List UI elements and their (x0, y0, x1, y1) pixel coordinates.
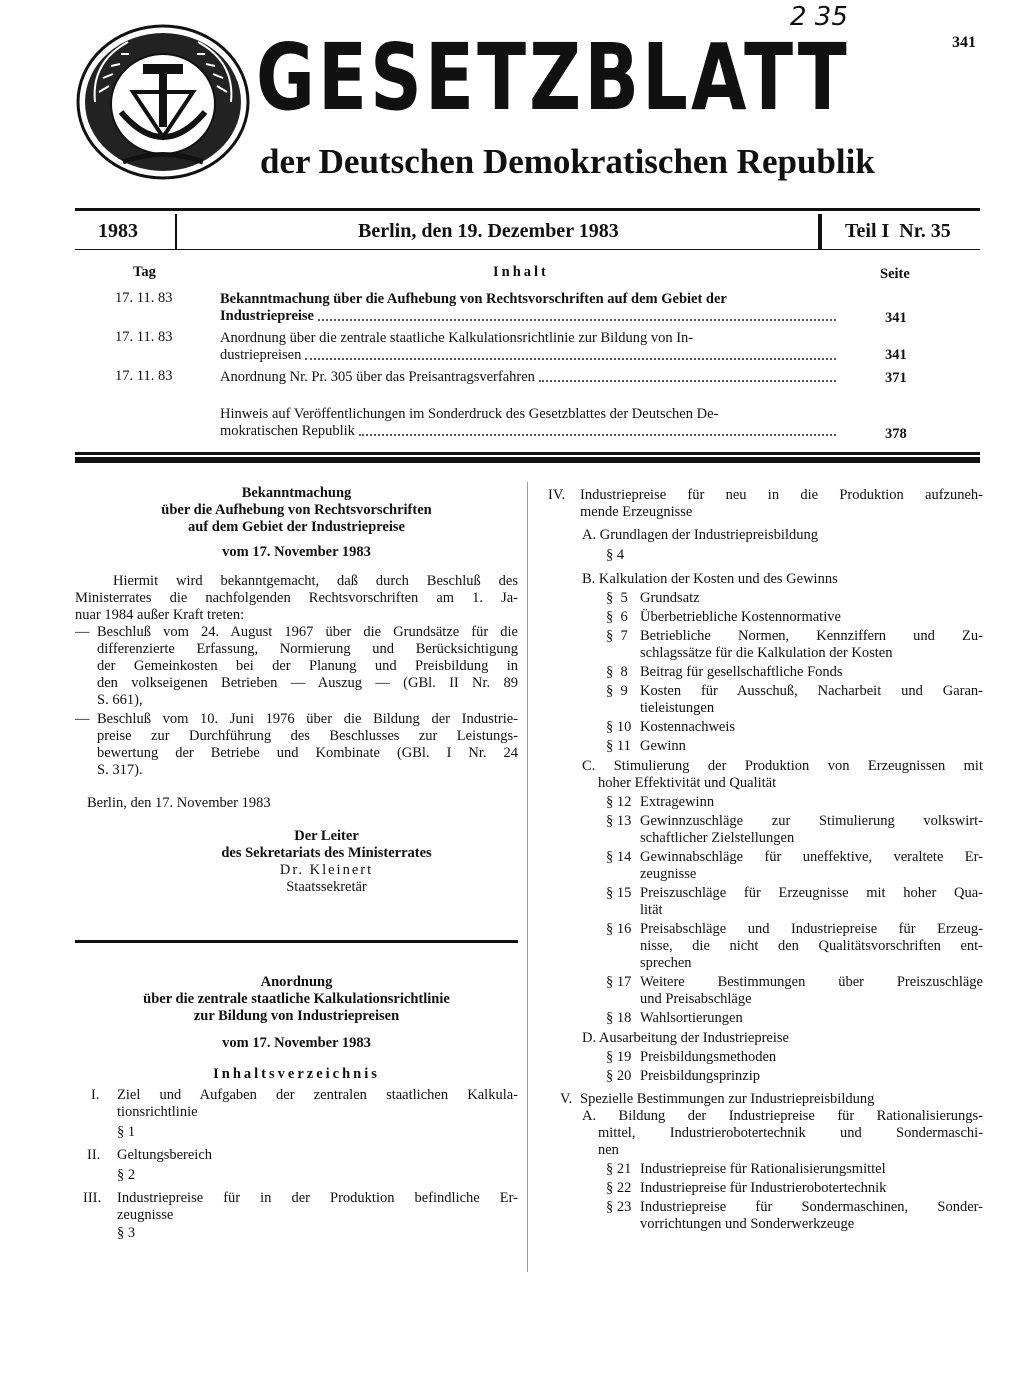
ivz-section (548, 609, 983, 626)
section-title: Preisabschläge und Industriepreise für Erzeug- (640, 921, 983, 937)
section-number: § 11 (606, 738, 631, 754)
ivz-section (548, 1180, 983, 1197)
ivz-section (548, 664, 983, 681)
section-title: Gewinnabschläge für uneffektive, veraltete Er- (640, 849, 983, 865)
section-rule (75, 457, 980, 463)
section-title: Überbetriebliche Kostennormative (640, 609, 841, 625)
ivz-section (548, 794, 983, 811)
right-column (548, 487, 983, 1233)
ivz-item: IV. Industriepreise für neu in die Produktion aufzuneh- mende Erzeugnisse (548, 487, 983, 520)
section-title: Preisbildungsprinzip (640, 1068, 761, 1084)
section-number: § 22 (606, 1180, 632, 1196)
ivz-subsection: A. Bildung der Industriepreise für Rationalisierungs- mittel, Industrierobotertechnik und Sondermaschi- nen (582, 1108, 983, 1158)
section-number: § 5 (606, 590, 628, 606)
ivz-section (548, 1068, 983, 1085)
section-title: Preiszuschläge für Erzeugnisse mit hoher Qua- (640, 885, 983, 901)
ivz-section (548, 590, 983, 607)
section-title: Industriepreise für Rationalisierungsmittel (640, 1161, 886, 1177)
column-rule (75, 940, 518, 943)
bek-intro: Hiermit wird bekanntgemacht, daß durch Beschluß des Ministerrates die nachfolgenden Rechtsvorschriften am 1. Ja- nuar 1984 außer Kraft treten: (75, 573, 518, 623)
ivz-item: III. Industriepreise für in der Produktion befindliche Er- zeugnisse § 3 (83, 1190, 518, 1241)
dateline-issue: Teil I Nr. 35 (845, 220, 951, 242)
masthead-subtitle: der Deutschen Demokratischen Republik (260, 142, 875, 181)
section-number: § 13 (606, 813, 632, 829)
section-number: § 21 (606, 1161, 632, 1177)
bek-bullet: — Beschluß vom 10. Juni 1976 über die Bildung der Industrie- preise zur Durchführung des Beschlusses zur Leistungs- bewertung der Betriebe und Kombinate (GBl. I Nr. 24 S. 317). (75, 711, 518, 778)
toc-date: 17. 11. 83 (115, 368, 173, 384)
ivz-item: V. Spezielle Bestimmungen zur Industriepreisbildung (560, 1091, 875, 1107)
ivz-section (548, 683, 983, 717)
section-title: und Preisabschläge (640, 991, 752, 1007)
section-title: vorrichtungen und Sonderwerkzeuge (640, 1216, 855, 1232)
ano-date: vom 17. November 1983 (222, 1035, 371, 1051)
ivz-section (548, 1049, 983, 1066)
section-number: § 6 (606, 609, 628, 625)
section-title: nisse, die nicht den Qualitätsvorschriften ent- (640, 938, 983, 954)
toc-title-cont: dustriepreisen (220, 347, 302, 363)
section-title: Preisbildungsmethoden (640, 1049, 777, 1065)
ivz-heading: Inhaltsverzeichnis (213, 1066, 380, 1082)
signature-block: Der Leiter des Sekretariats des Ministerrates (221, 828, 432, 861)
toc-page: 341 (885, 310, 907, 326)
section-title: tieleistungen (640, 700, 715, 716)
ivz-item: II. Geltungsbereich § 2 (87, 1147, 213, 1183)
left-column-lower (75, 974, 518, 1242)
section-title: zeugnisse (640, 866, 697, 882)
bek-title: Bekanntmachung über die Aufhebung von Rechtsvorschriften auf dem Gebiet der Industriepreise (161, 485, 432, 535)
section-title: Betriebliche Normen, Kennziffern und Zu- (640, 628, 983, 644)
section-rule (75, 452, 980, 455)
section-number: § 23 (606, 1199, 632, 1215)
ivz-section (548, 1199, 983, 1233)
section-number: § 20 (606, 1068, 632, 1084)
section-title: sprechen (640, 955, 692, 971)
ivz-subsection: C. Stimulierung der Produktion von Erzeugnissen mit hoher Effektivität und Qualität (582, 758, 983, 791)
ivz-section (548, 974, 983, 1008)
left-column (75, 485, 518, 896)
ivz-section: § 4 (606, 547, 625, 563)
section-title: Beitrag für gesellschaftliche Fonds (640, 664, 843, 680)
ivz-section (548, 1010, 983, 1027)
page-number: 341 (952, 34, 976, 51)
top-rule (75, 208, 980, 211)
ivz-section (548, 921, 983, 972)
dateline-divider (175, 214, 177, 250)
section-number: § 16 (606, 921, 632, 937)
section-title: Grundsatz (640, 590, 700, 606)
toc-page: 378 (885, 426, 907, 442)
toc-header-seite: Seite (880, 266, 910, 282)
toc-date: 17. 11. 83 (115, 329, 173, 345)
section-title: Weitere Bestimmungen über Preiszuschläge (640, 974, 983, 990)
ivz-section (548, 738, 983, 755)
ivz-item: I. Ziel und Aufgaben der zentralen staatlichen Kalkula- tionsrichtlinie § 1 (91, 1087, 518, 1140)
ivz-subsection: A. Grundlagen der Industriepreisbildung (582, 527, 818, 543)
dateline-rule (75, 249, 980, 250)
bek-date: vom 17. November 1983 (222, 544, 371, 560)
toc-note-line: Hinweis auf Veröffentlichungen im Sonderdruck des Gesetzblattes der Deutschen De- (220, 406, 719, 422)
section-number: § 9 (606, 683, 628, 699)
toc-title: Anordnung Nr. Pr. 305 über das Preisantragsverfahren (220, 369, 535, 385)
section-title: Industriepreise für Industrierobotertechnik (640, 1180, 887, 1196)
ano-title: Anordnung über die zentrale staatliche Kalkulationsrichtlinie zur Bildung von Industriepreisen (143, 974, 450, 1024)
toc-header-inhalt: Inhalt (493, 264, 549, 280)
handwritten-note: 2 35 (790, 2, 848, 32)
ivz-section (548, 1161, 983, 1178)
sign-date: Berlin, den 17. November 1983 (87, 795, 271, 811)
ivz-section (548, 885, 983, 919)
section-title: schaftlicher Zielstellungen (640, 830, 795, 846)
section-number: § 8 (606, 664, 628, 680)
ivz-section (548, 849, 983, 883)
section-title: Wahlsortierungen (640, 1010, 743, 1026)
masthead-title: GESETZBLATT (256, 24, 850, 131)
signer: Dr. Kleinert Staatssekretär (279, 862, 374, 895)
section-number: § 18 (606, 1010, 632, 1026)
ivz-subsection: B. Kalkulation der Kosten und des Gewinns (582, 571, 838, 587)
toc-date: 17. 11. 83 (115, 290, 173, 306)
toc-page: 371 (885, 370, 907, 386)
ivz-section (548, 813, 983, 847)
section-title: lität (640, 902, 663, 918)
section-number: § 7 (606, 628, 628, 644)
dateline-year: 1983 (98, 220, 138, 242)
dateline-place-date: Berlin, den 19. Dezember 1983 (358, 220, 619, 242)
section-number: § 19 (606, 1049, 632, 1065)
toc-note-cont: mokratischen Republik (220, 423, 355, 439)
dateline-divider (818, 214, 822, 250)
section-title: Gewinnzuschläge zur Stimulierung volkswirt- (640, 813, 983, 829)
toc-page: 341 (885, 347, 907, 363)
toc-title-cont: Industriepreise (220, 308, 314, 324)
section-number: § 12 (606, 794, 632, 810)
section-title: Kosten für Ausschuß, Nacharbeit und Garan- (640, 683, 983, 699)
section-title: Gewinn (640, 738, 686, 754)
section-number: § 14 (606, 849, 632, 865)
section-title: Industriepreise für Sondermaschinen, Sonder- (640, 1199, 983, 1215)
section-title: schlagssätze für die Kalkulation der Kosten (640, 645, 893, 661)
ivz-subsection: D. Ausarbeitung der Industriepreise (582, 1030, 789, 1046)
toc-title: Bekanntmachung über die Aufhebung von Rechtsvorschriften auf dem Gebiet der (220, 291, 727, 307)
toc-title: Anordnung über die zentrale staatliche Kalkulationsrichtlinie zur Bildung von In- (220, 330, 694, 346)
section-title: Kostennachweis (640, 719, 736, 735)
section-number: § 15 (606, 885, 632, 901)
section-number: § 10 (606, 719, 632, 735)
section-title: Extragewinn (640, 794, 715, 810)
state-emblem-icon (73, 22, 253, 182)
ivz-section (548, 719, 983, 736)
bek-bullet: — Beschluß vom 24. August 1967 über die Grundsätze für die differenzierte Erfassung, Normierung und Berücksichtigung der Gemeinkosten bei der Planung und Preisbildung in den volkseigenen Betrieben — Auszug — (GBl. II Nr. 89 S. 661), (75, 624, 518, 708)
section-number: § 17 (606, 974, 632, 990)
ivz-section (548, 628, 983, 662)
toc-header-tag: Tag (133, 264, 156, 280)
column-separator (527, 482, 528, 1272)
